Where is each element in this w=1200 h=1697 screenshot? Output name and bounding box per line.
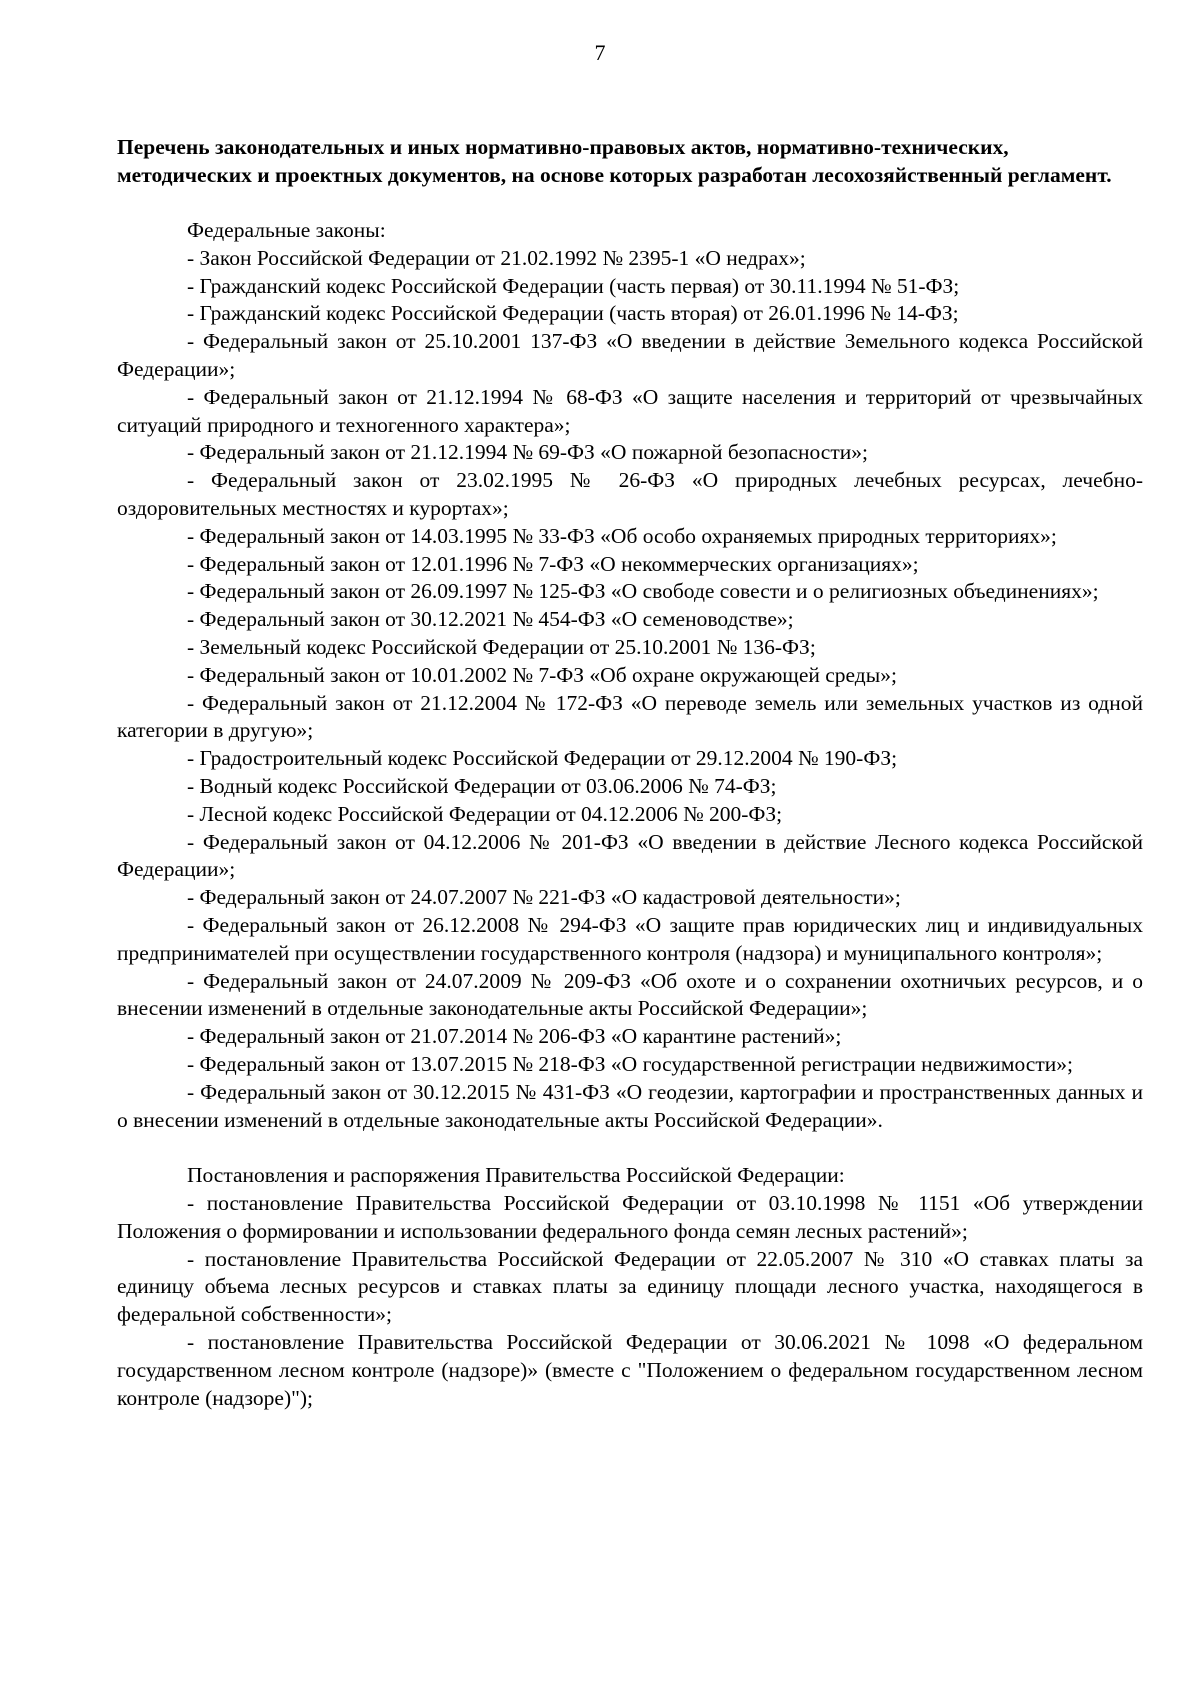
federal-laws-section <box>117 217 1143 1134</box>
government-acts-title: Постановления и распоряжения Правительства Российской Федерации: <box>187 1163 845 1188</box>
list-item: - Федеральный закон от 12.01.1996 № 7-ФЗ «О некоммерческих организациях»; <box>187 551 919 576</box>
list-item: - Закон Российской Федерации от 21.02.1992 № 2395-1 «О недрах»; <box>187 245 806 270</box>
spacer <box>117 1134 1143 1162</box>
list-item: - Водный кодекс Российской Федерации от 03.06.2006 № 74-ФЗ; <box>187 773 777 798</box>
list-item: - Федеральный закон от 26.09.1997 № 125-ФЗ «О свободе совести и о религиозных объединениях»; <box>187 579 1099 604</box>
list-item: - Федеральный закон от 25.10.2001 137-ФЗ «О введении в действие Земельного кодекса Российской Федерации»; <box>117 329 1143 381</box>
list-item: - Земельный кодекс Российской Федерации от 25.10.2001 № 136-ФЗ; <box>187 634 816 659</box>
list-item: - Федеральный закон от 26.12.2008 № 294-ФЗ «О защите прав юридических лиц и индивидуальных предпринимателей при осуществлении государственного контроля (надзора) и муниципального контроля»; <box>117 912 1143 965</box>
spacer <box>117 189 1143 217</box>
page-content <box>117 133 1143 1412</box>
list-item: - Федеральный закон от 21.12.1994 № 68-ФЗ «О защите населения и территорий от чрезвычайных ситуаций природного и техногенного характера»; <box>117 384 1143 437</box>
list-item: - Федеральный закон от 24.07.2009 № 209-ФЗ «Об охоте и о сохранении охотничьих ресурсов, и о внесении изменений в отдельные законодательные акты Российской Федерации»; <box>117 968 1143 1021</box>
list-item: - постановление Правительства Российской Федерации от 03.10.1998 № 1151 «Об утверждении Положения о формировании и использовании федерального фонда семян лесных растений»; <box>117 1191 1143 1243</box>
list-item: - Федеральный закон от 21.12.1994 № 69-ФЗ «О пожарной безопасности»; <box>187 440 868 465</box>
list-item: - Лесной кодекс Российской Федерации от 04.12.2006 № 200-ФЗ; <box>187 801 783 826</box>
federal-laws-title: Федеральные законы: <box>187 218 386 242</box>
list-item: - постановление Правительства Российской Федерации от 30.06.2021 № 1098 «О федеральном государственном лесном контроле (надзоре)» (вместе с "Положением о федеральном государственном лесном контроле (надзоре)"); <box>117 1330 1143 1410</box>
list-item: - Гражданский кодекс Российской Федерации (часть вторая) от 26.01.1996 № 14-ФЗ; <box>187 301 959 326</box>
list-item: - Федеральный закон от 04.12.2006 № 201-ФЗ «О введении в действие Лесного кодекса Российской Федерации»; <box>117 829 1143 882</box>
list-item: - Федеральный закон от 30.12.2021 № 454-ФЗ «О семеноводстве»; <box>187 607 794 632</box>
list-item: - Федеральный закон от 21.07.2014 № 206-ФЗ «О карантине растений»; <box>187 1024 842 1049</box>
list-item: - Гражданский кодекс Российской Федерации (часть первая) от 30.11.1994 № 51-ФЗ; <box>187 273 960 298</box>
list-item: - Федеральный закон от 14.03.1995 № 33-ФЗ «Об особо охраняемых природных территориях»; <box>187 523 1057 548</box>
list-item: - Федеральный закон от 10.01.2002 № 7-ФЗ «Об охране окружающей среды»; <box>187 662 897 687</box>
page-number: 7 <box>594 40 606 65</box>
list-item: - Федеральный закон от 23.02.1995 № 26-ФЗ «О природных лечебных ресурсах, лечебно-оздоровительных местностях и курортах»; <box>117 468 1143 520</box>
list-item: - постановление Правительства Российской Федерации от 22.05.2007 № 310 «О ставках платы за единицу объема лесных ресурсов и ставках платы за единицу площади лесного участка, находящегося в федеральной собственности»; <box>117 1246 1143 1327</box>
list-item: - Федеральный закон от 24.07.2007 № 221-ФЗ «О кадастровой деятельности»; <box>187 885 901 910</box>
document-heading: Перечень законодательных и иных нормативно-правовых актов, нормативно-технических, методических и проектных документов, на основе которых разработан лесохозяйственный регламент. <box>117 135 1112 187</box>
list-item: - Федеральный закон от 13.07.2015 № 218-ФЗ «О государственной регистрации недвижимости»; <box>187 1051 1073 1076</box>
list-item: - Федеральный закон от 21.12.2004 № 172-ФЗ «О переводе земель или земельных участков из одной категории в другую»; <box>117 690 1143 743</box>
list-item: - Градостроительный кодекс Российской Федерации от 29.12.2004 № 190-ФЗ; <box>187 746 898 771</box>
government-acts-section <box>117 1162 1143 1412</box>
list-item: - Федеральный закон от 30.12.2015 № 431-ФЗ «О геодезии, картографии и пространственных данных и о внесении изменений в отдельные законодательные акты Российской Федерации». <box>117 1079 1143 1132</box>
